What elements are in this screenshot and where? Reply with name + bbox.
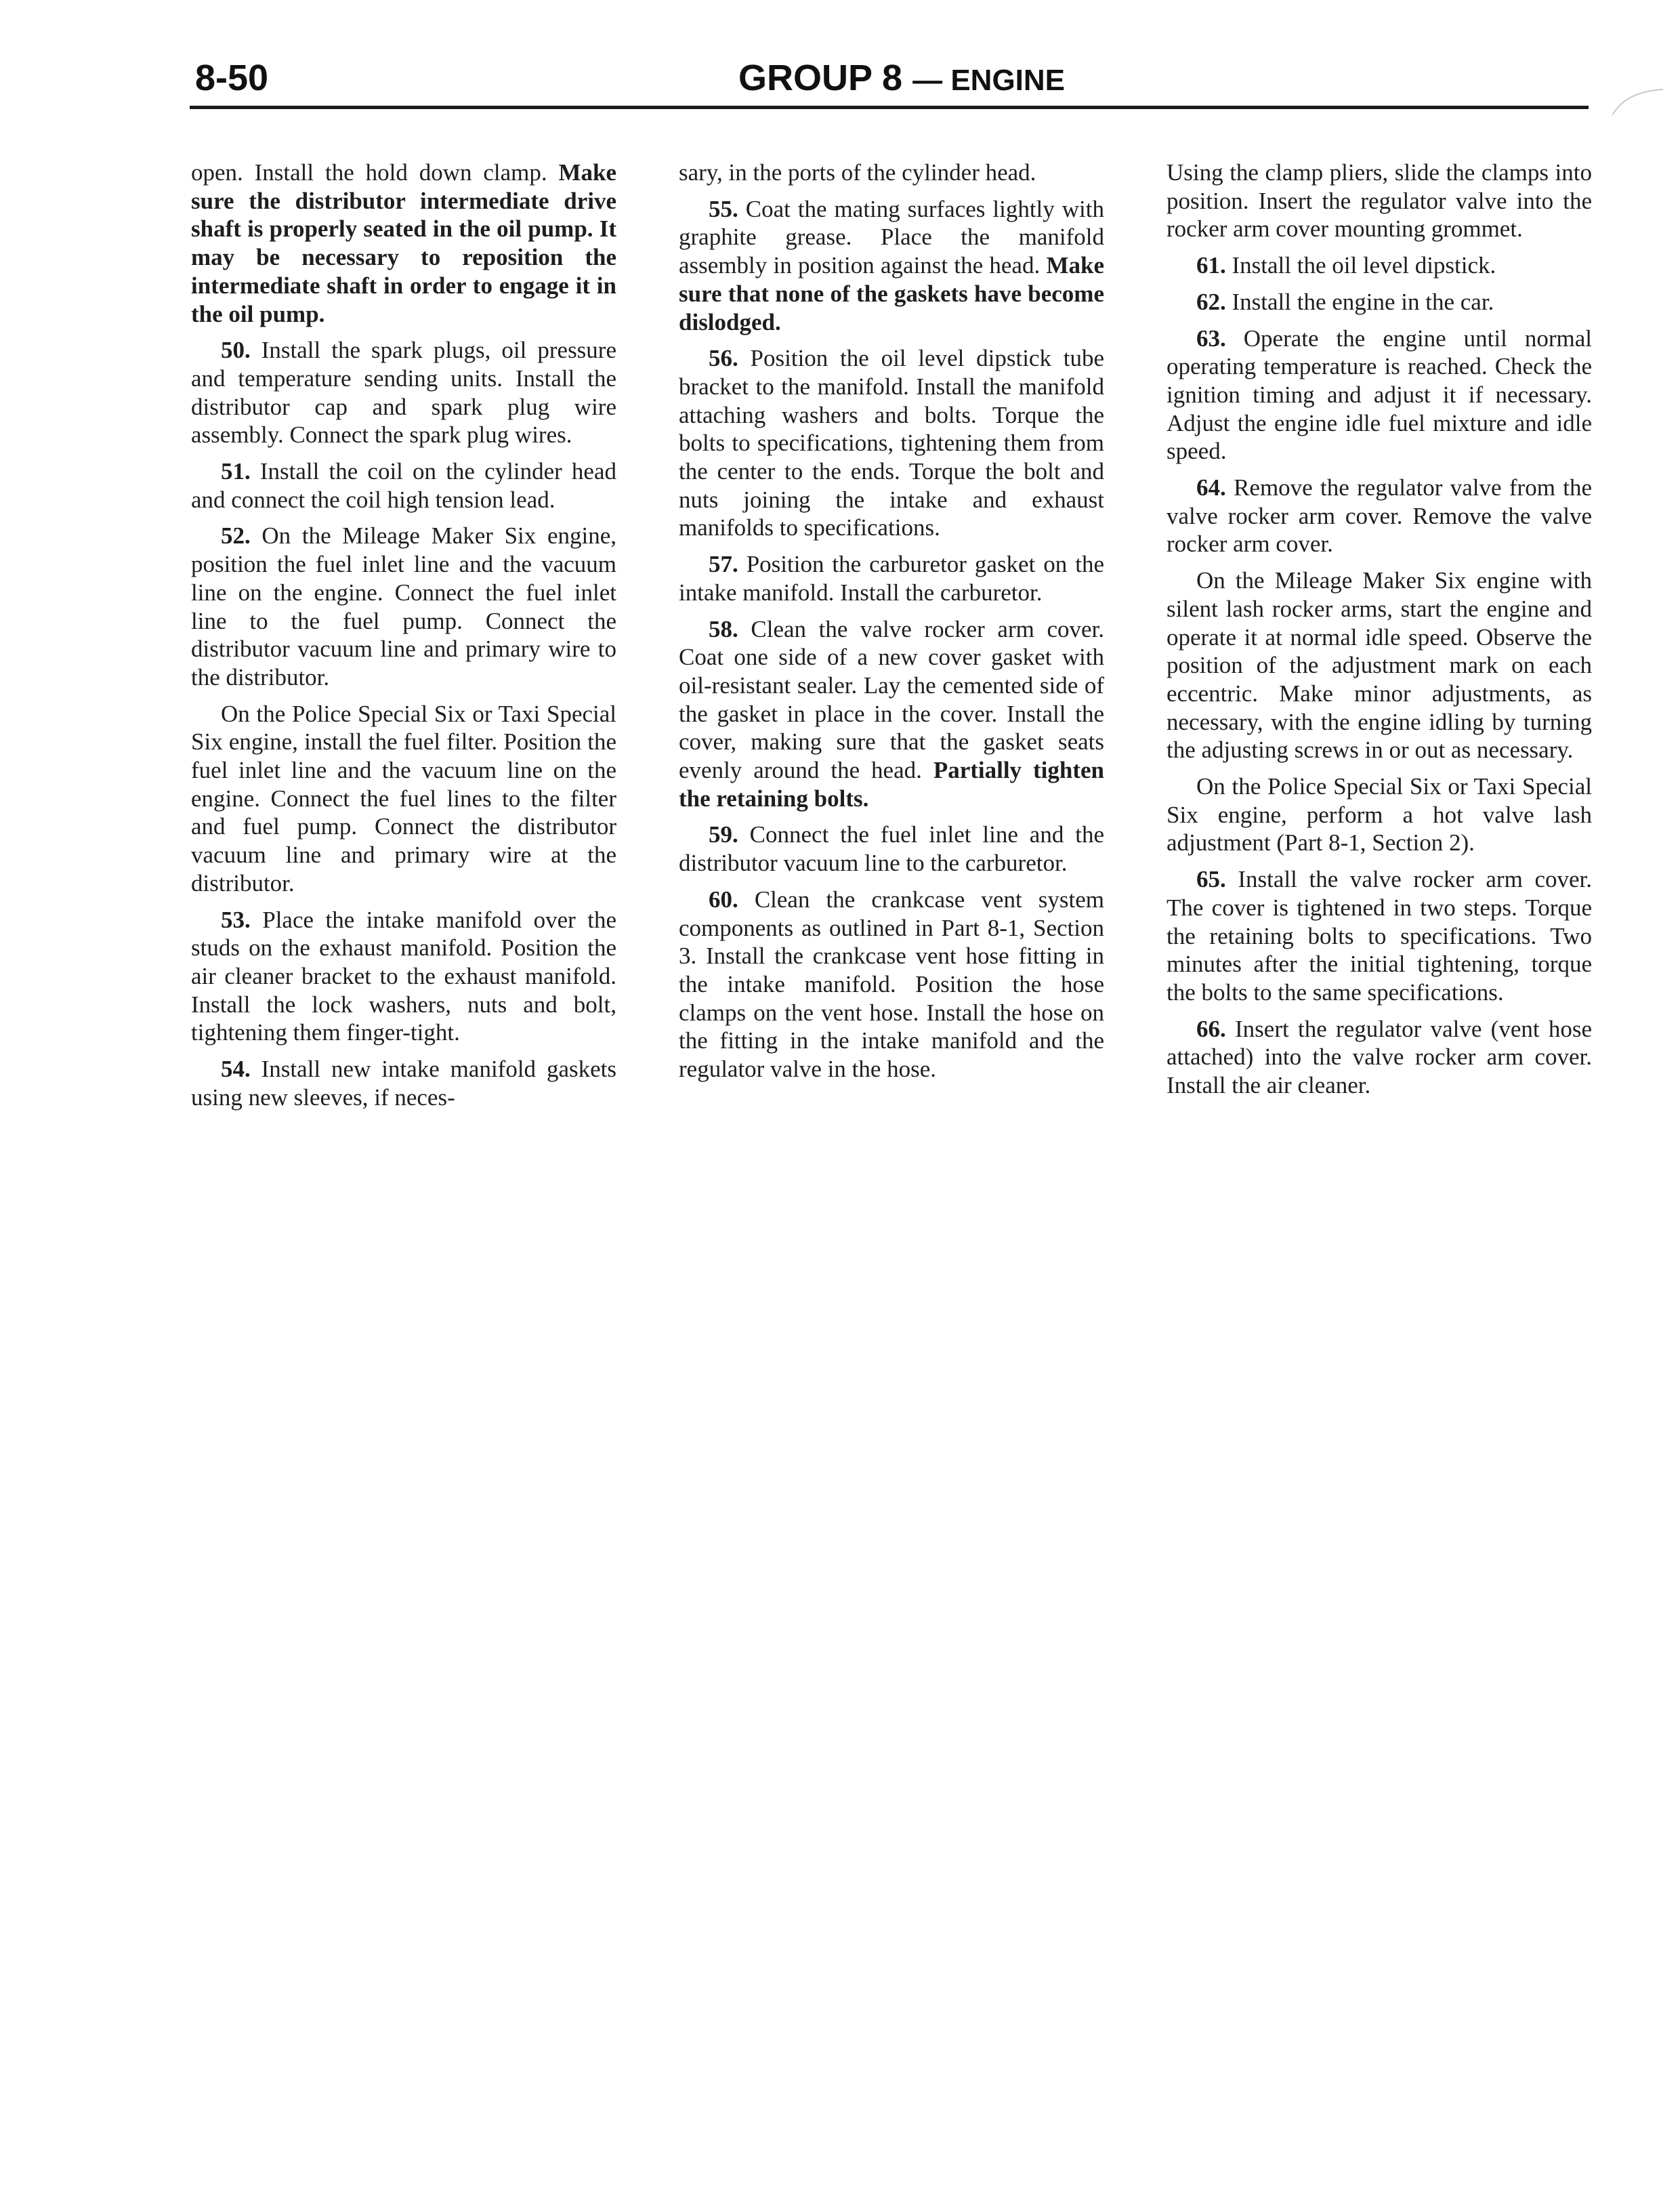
step-number: 64.: [1196, 474, 1226, 501]
step-paragraph: [679, 821, 1104, 877]
text-paragraph: [1167, 566, 1592, 764]
step-number: 63.: [1196, 325, 1226, 352]
step-number: 51.: [221, 458, 251, 485]
step-number: 60.: [709, 886, 738, 913]
step-paragraph: [679, 886, 1104, 1083]
step-paragraph: [191, 522, 616, 691]
step-number: 62.: [1196, 288, 1226, 315]
body-text: Install the oil level dipstick.: [1225, 252, 1496, 279]
text-paragraph: [679, 159, 1104, 187]
text-paragraph: [191, 159, 616, 328]
step-paragraph: [191, 1055, 616, 1111]
step-number: 59.: [709, 821, 738, 848]
step-number: 52.: [221, 522, 251, 550]
step-paragraph: [1167, 288, 1592, 316]
body-text: Connect the fuel inlet line and the distributor vacuum line to the carburetor.: [679, 821, 1104, 877]
text-paragraph: [1167, 159, 1592, 243]
header-divider: [190, 106, 1589, 109]
body-text: On the Mileage Maker Six engine, position the fuel inlet line and the vacuum line on the engine. Connect the fuel inlet line to the fuel pump. Connect the distributor vacuum line and primary wire to the distributor.: [191, 522, 616, 690]
body-text: Install the valve rocker arm cover. The cover is tightened in two steps. Torque the retaining bolts to specifications. Two minutes after the initial tightening, torque the bolts to the same specifications.: [1167, 866, 1592, 1006]
body-text: Using the clamp pliers, slide the clamps into position. Insert the regulator valve into the rocker arm cover mounting grommet.: [1167, 159, 1592, 243]
body-text: Place the intake manifold over the studs on the exhaust manifold. Position the air cleaner bracket to the exhaust manifold. Install the lock washers, nuts and bolt, tightening them finger-tight.: [191, 906, 616, 1046]
emphasis-text: Partially tighten the retaining bolts.: [679, 757, 1104, 812]
body-text: Remove the regulator valve from the valve rocker arm cover. Remove the valve rocker arm cover.: [1167, 474, 1592, 558]
body-text: Install the spark plugs, oil pressure and temperature sending units. Install the distributor cap and spark plug wire assembly. Connect the spark plug wires.: [191, 337, 616, 449]
body-text: Install new intake manifold gaskets using new sleeves, if neces-: [191, 1056, 616, 1111]
text-paragraph: [1167, 772, 1592, 857]
step-number: 56.: [709, 345, 738, 372]
page-corner-curl: [1612, 88, 1666, 142]
body-text: open. Install the hold down clamp.: [191, 159, 559, 186]
step-paragraph: [679, 550, 1104, 606]
step-number: 58.: [709, 615, 738, 642]
body-text: On the Police Special Six or Taxi Special Six engine, install the fuel filter. Position the fuel inlet line and the vacuum line on the engine. Connect the fuel lines to the filter and fuel pump. Connect the distributor vacuum line and primary wire at the distributor.: [191, 700, 616, 896]
body-text: Install the engine in the car.: [1225, 288, 1494, 315]
step-number: 53.: [221, 906, 251, 933]
body-text: Operate the engine until normal operating temperature is reached. Check the ignition timing and adjust it if necessary. Adjust the engine idle fuel mixture and idle speed.: [1167, 325, 1592, 465]
text-paragraph: [191, 700, 616, 898]
body-text: Position the oil level dipstick tube bracket to the manifold. Install the manifold attaching washers and bolts. Torque the bolts to specifications, tightening them from the center to the ends. Torque the bolt and nuts joining the intake and exhaust manifolds to specifications.: [679, 345, 1104, 541]
step-number: 66.: [1196, 1015, 1226, 1042]
group-subject: — ENGINE: [912, 64, 1066, 97]
step-paragraph: [191, 336, 616, 449]
body-text: Clean the crankcase vent system components as outlined in Part 8-1, Section 3. Install the crankcase vent hose fitting in the intake manifold. Position the hose clamps on the vent hose. Install the hose on the fitting in the intake manifold and the regulator valve in the hose.: [679, 886, 1104, 1083]
page-number: 8-50: [195, 58, 269, 98]
group-label: GROUP 8: [738, 58, 903, 98]
step-number: 61.: [1196, 252, 1226, 279]
body-text: On the Mileage Maker Six engine with silent lash rocker arms, start the engine and operate it at normal idle speed. Observe the position of the adjustment mark on each eccentric. Make minor adjustments, as necessary, with the engine idling by turning the adjusting screws in or out as necessary.: [1167, 567, 1592, 764]
step-number: 65.: [1196, 866, 1226, 893]
emphasis-text: Make sure that none of the gaskets have become dislodged.: [679, 252, 1104, 335]
body-text: Clean the valve rocker arm cover. Coat one side of a new cover gasket with oil-resistant sealer. Lay the cemented side of the gasket in place in the cover. Install the cover, making sure that the gasket seats evenly around the head.: [679, 615, 1104, 784]
step-number: 54.: [221, 1056, 251, 1083]
text-column-2: [679, 159, 1104, 1092]
step-paragraph: [1167, 325, 1592, 466]
step-paragraph: [679, 344, 1104, 542]
step-paragraph: [191, 906, 616, 1048]
body-text: On the Police Special Six or Taxi Special Six engine, perform a hot valve lash adjustment (Part 8-1, Section 2).: [1167, 773, 1592, 856]
step-paragraph: [1167, 865, 1592, 1007]
step-number: 57.: [709, 551, 738, 578]
body-text: Position the carburetor gasket on the intake manifold. Install the carburetor.: [679, 551, 1104, 606]
step-paragraph: [679, 195, 1104, 337]
step-paragraph: [1167, 1015, 1592, 1100]
step-paragraph: [1167, 251, 1592, 280]
text-column-3: [1167, 159, 1592, 1108]
body-text: Coat the mating surfaces lightly with graphite grease. Place the manifold assembly in position against the head.: [679, 195, 1104, 279]
step-number: 55.: [709, 195, 738, 222]
page-title: [738, 57, 1065, 99]
emphasis-text: Make sure the distributor intermediate drive shaft is properly seated in the oil pump. It may be necessary to reposition the intermediate shaft in order to engage it in the oil pump.: [191, 159, 616, 327]
step-paragraph: [679, 615, 1104, 813]
step-number: 50.: [221, 337, 251, 364]
body-text: sary, in the ports of the cylinder head.: [679, 159, 1036, 186]
step-paragraph: [191, 457, 616, 514]
step-paragraph: [1167, 474, 1592, 558]
body-text: Install the coil on the cylinder head and connect the coil high tension lead.: [191, 458, 616, 513]
body-text: Insert the regulator valve (vent hose attached) into the valve rocker arm cover. Install the air cleaner.: [1167, 1015, 1592, 1099]
text-column-1: [191, 159, 616, 1120]
